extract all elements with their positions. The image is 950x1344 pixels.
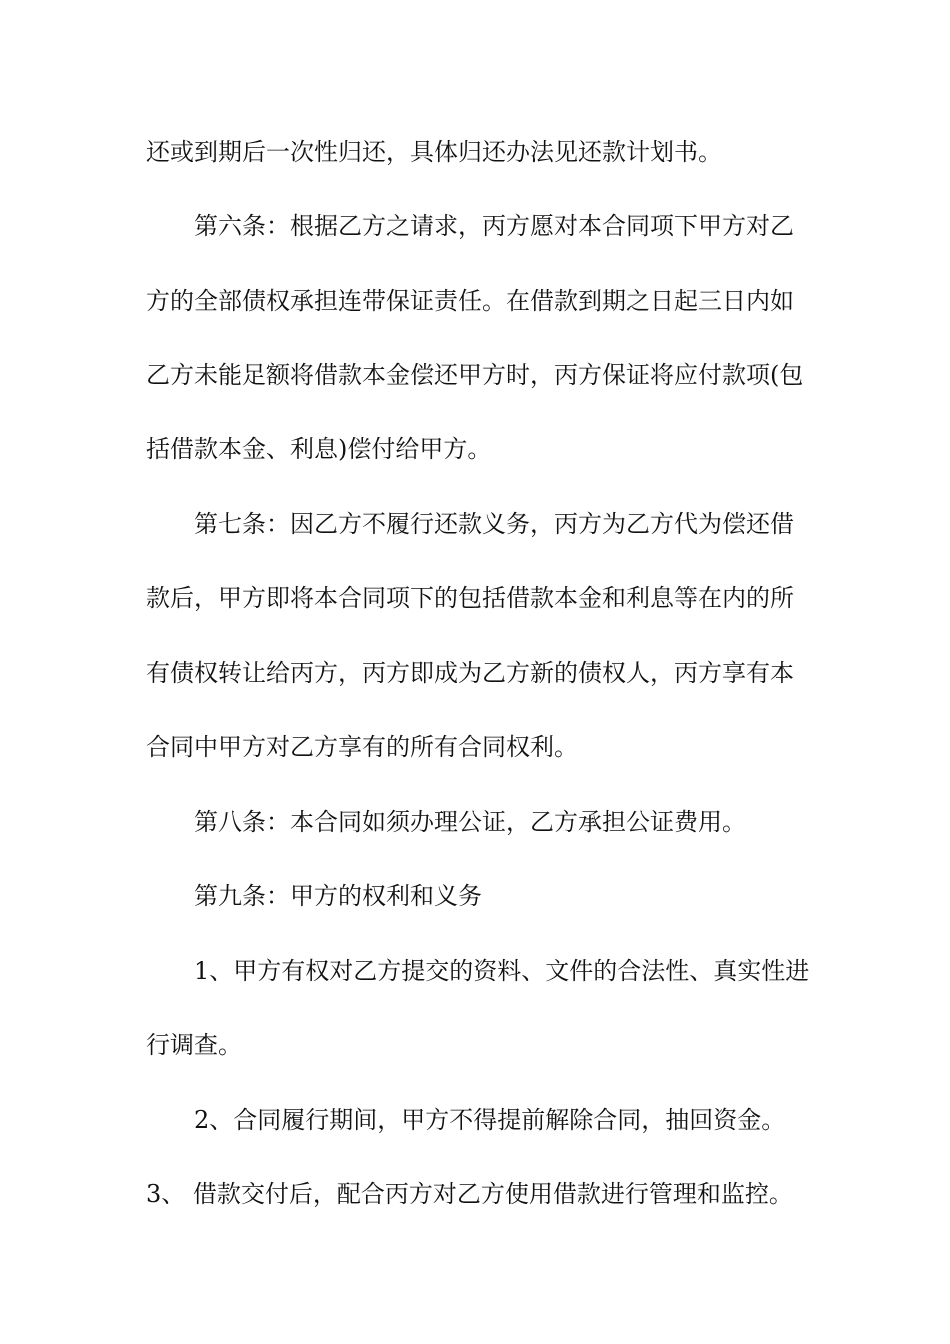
text-line: 方的全部债权承担连带保证责任。在借款到期之日起三日内如 (146, 287, 794, 315)
text-line: 第六条：根据乙方之请求，丙方愿对本合同项下甲方对乙 (194, 212, 794, 240)
text-line: 括借款本金、利息)偿付给甲方。 (146, 435, 492, 463)
text-line: 合同中甲方对乙方享有的所有合同权利。 (146, 733, 578, 761)
text-line: 有债权转让给丙方，丙方即成为乙方新的债权人，丙方享有本 (146, 659, 794, 687)
text-line: 款后，甲方即将本合同项下的包括借款本金和利息等在内的所 (146, 584, 794, 612)
text-line: 3、 借款交付后，配合丙方对乙方使用借款进行管理和监控。 (146, 1180, 793, 1208)
text-line: 还或到期后一次性归还，具体归还办法见还款计划书。 (146, 138, 722, 166)
text-line: 第九条：甲方的权利和义务 (194, 882, 482, 910)
text-line: 行调查。 (146, 1031, 242, 1059)
text-line: 第八条：本合同如须办理公证，乙方承担公证费用。 (194, 808, 746, 836)
text-line: 乙方未能足额将借款本金偿还甲方时，丙方保证将应付款项(包 (146, 361, 804, 389)
text-line: 1、甲方有权对乙方提交的资料、文件的合法性、真实性进 (194, 957, 810, 985)
text-line: 2、合同履行期间，甲方不得提前解除合同，抽回资金。 (194, 1106, 786, 1134)
text-line: 第七条：因乙方不履行还款义务，丙方为乙方代为偿还借 (194, 510, 794, 538)
